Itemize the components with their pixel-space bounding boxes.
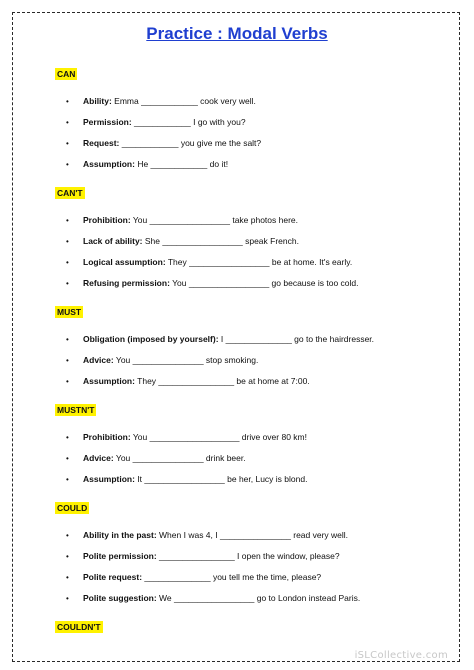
bullet-icon: • <box>66 552 69 561</box>
item-text: Emma ____________ cook very well. <box>111 96 256 106</box>
item-text: They ________________ be at home at 7:00. <box>134 376 310 386</box>
item-label: Obligation (imposed by yourself): <box>83 334 219 344</box>
item-label: Ability: <box>83 96 112 106</box>
item-label: Prohibition: <box>83 432 131 442</box>
list-item <box>66 453 246 464</box>
item-label: Advice: <box>83 355 114 365</box>
bullet-icon: • <box>66 454 69 463</box>
section-heading-mustnt: MUSTN'T <box>57 405 95 415</box>
page-title: Practice : Modal Verbs <box>146 24 328 43</box>
item-label: Polite suggestion: <box>83 593 157 603</box>
bullet-icon: • <box>66 118 69 127</box>
bullet-icon: • <box>66 531 69 540</box>
item-label: Advice: <box>83 453 114 463</box>
item-text: You ___________________ drive over 80 km! <box>130 432 307 442</box>
list-item <box>66 376 310 387</box>
item-text: We _________________ go to London instead Paris. <box>156 593 361 603</box>
item-text: She _________________ speak French. <box>142 236 299 246</box>
item-label: Assumption: <box>83 376 135 386</box>
item-label: Request: <box>83 138 120 148</box>
bullet-icon: • <box>66 433 69 442</box>
item-text: They _________________ be at home. It's early. <box>165 257 353 267</box>
item-label: Ability in the past: <box>83 530 157 540</box>
item-text: You _______________ drink beer. <box>113 453 246 463</box>
bullet-icon: • <box>66 475 69 484</box>
list-item <box>66 138 261 149</box>
item-label: Prohibition: <box>83 215 131 225</box>
item-label: Refusing permission: <box>83 278 170 288</box>
list-item <box>66 593 360 604</box>
item-label: Logical assumption: <box>83 257 166 267</box>
bullet-icon: • <box>66 377 69 386</box>
list-item <box>66 257 352 268</box>
watermark: iSLCollective.com <box>354 650 448 661</box>
item-text: You _________________ take photos here. <box>130 215 299 225</box>
item-text: When I was 4, I _______________ read very well. <box>156 530 349 540</box>
section-heading-cant: CAN'T <box>57 188 83 198</box>
bullet-icon: • <box>66 237 69 246</box>
item-label: Permission: <box>83 117 132 127</box>
item-text: You _________________ go because is too cold. <box>169 278 359 288</box>
list-item <box>66 530 348 541</box>
item-text: ______________ you tell me the time, please? <box>142 572 322 582</box>
list-item <box>66 159 228 170</box>
bullet-icon: • <box>66 139 69 148</box>
bullet-icon: • <box>66 97 69 106</box>
item-text: ____________ you give me the salt? <box>119 138 262 148</box>
bullet-icon: • <box>66 279 69 288</box>
item-label: Assumption: <box>83 159 135 169</box>
item-label: Polite request: <box>83 572 143 582</box>
list-item <box>66 117 246 128</box>
item-text: You _______________ stop smoking. <box>113 355 259 365</box>
list-item <box>66 551 340 562</box>
bullet-icon: • <box>66 216 69 225</box>
list-item <box>66 236 299 247</box>
bullet-icon: • <box>66 335 69 344</box>
bullet-icon: • <box>66 356 69 365</box>
list-item <box>66 474 307 485</box>
item-text: ____________ I go with you? <box>131 117 246 127</box>
section-heading-couldnt: COULDN'T <box>57 622 101 632</box>
list-item <box>66 334 374 345</box>
list-item <box>66 215 298 226</box>
item-text: He ____________ do it! <box>134 159 229 169</box>
section-heading-could: COULD <box>57 503 88 513</box>
section-heading-must: MUST <box>57 307 82 317</box>
item-label: Polite permission: <box>83 551 157 561</box>
item-text: ________________ I open the window, please? <box>156 551 340 561</box>
section-heading-can: CAN <box>57 69 76 79</box>
list-item <box>66 355 258 366</box>
bullet-icon: • <box>66 594 69 603</box>
list-item <box>66 96 256 107</box>
list-item <box>66 278 359 289</box>
bullet-icon: • <box>66 258 69 267</box>
item-label: Assumption: <box>83 474 135 484</box>
bullet-icon: • <box>66 160 69 169</box>
item-label: Lack of ability: <box>83 236 143 246</box>
list-item <box>66 432 307 443</box>
bullet-icon: • <box>66 573 69 582</box>
list-item <box>66 572 321 583</box>
item-text: It _________________ be her, Lucy is blond. <box>134 474 308 484</box>
item-text: I ______________ go to the hairdresser. <box>218 334 375 344</box>
